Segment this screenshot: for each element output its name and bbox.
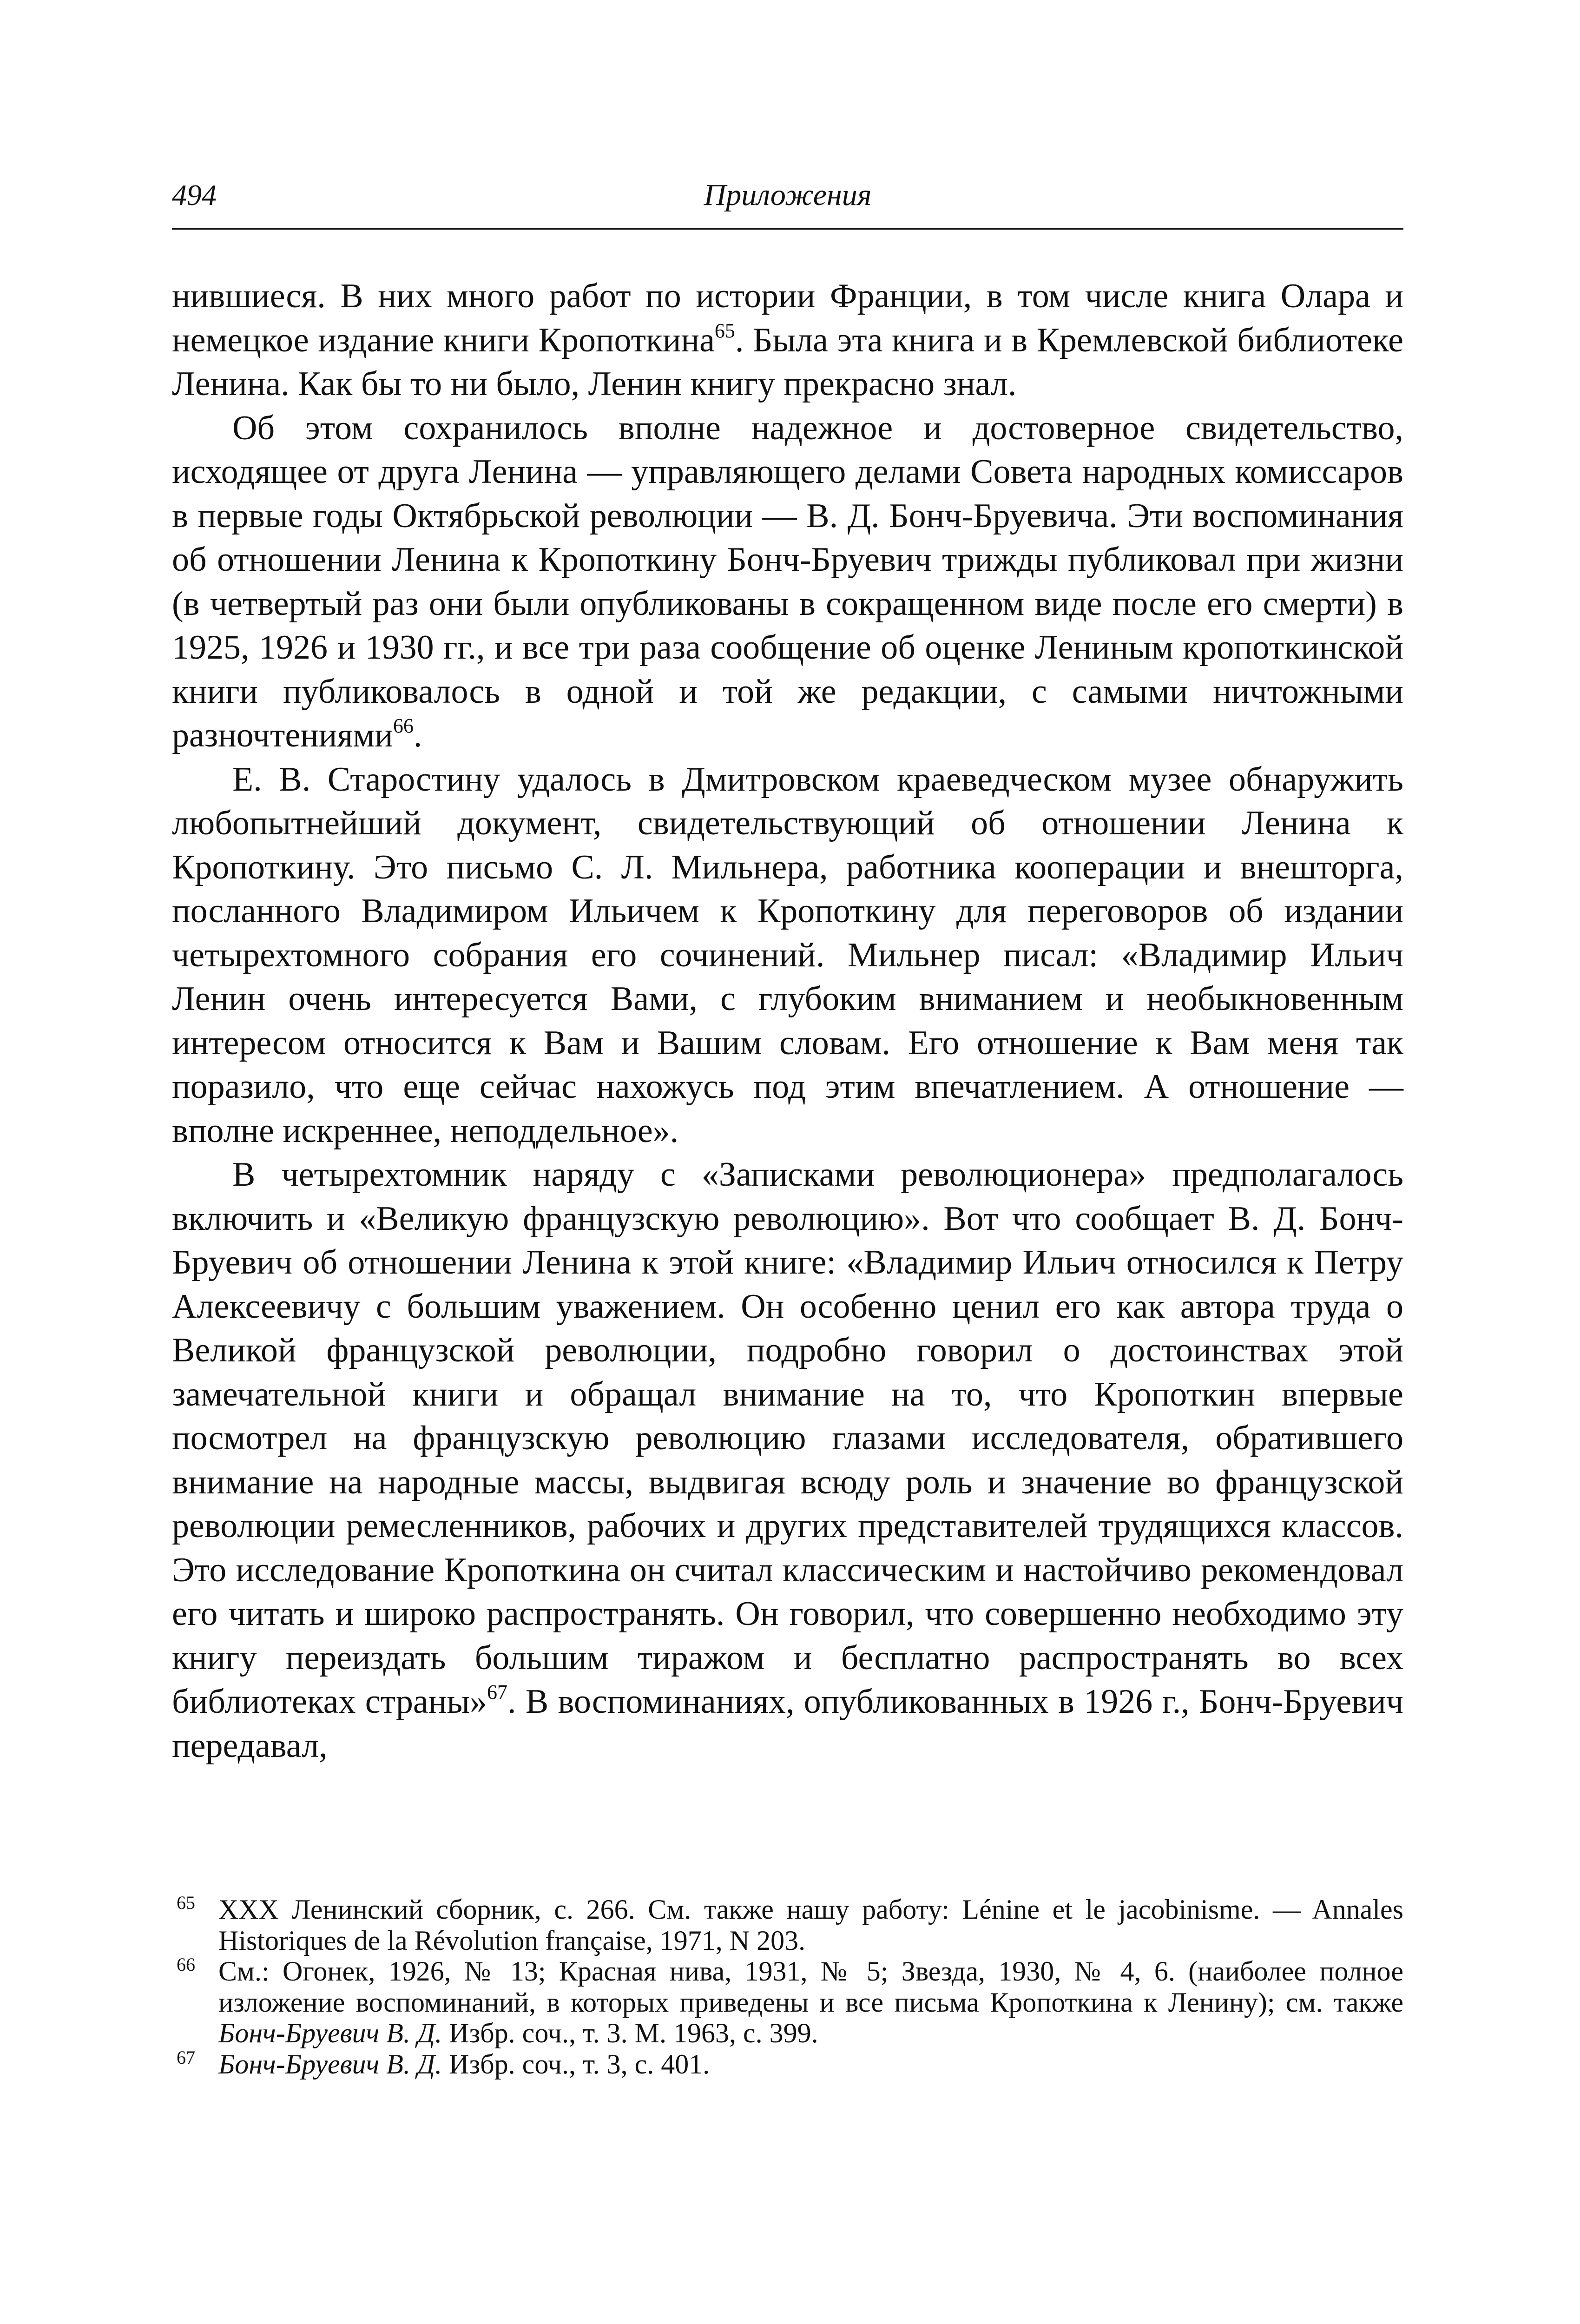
paragraph-2-text: Об этом сохранилось вполне надежное и достоверное свидетельство, исходящее от друга Ленина — управляющего делами Совета народных комиссаров в первые годы Октябрьской революции — В. Д. Бонч-Бруевича. Эти воспоминания об отношении Ленина к Кропоткину Бонч-Бруевич трижды публиковал при жизни (в четвертый раз они были опубликованы в сокращенном виде после его смерти) в 1925, 1926 и 1930 гг., и все три раза сообщение об оценке Лениным кропоткинской книги публиковалось в одной и той же редакции, с самыми ничтожными разночтениями bbox=[172, 409, 1403, 754]
footnote-67-author: Бонч-Бруевич В. Д. bbox=[218, 2048, 442, 2080]
paragraph-1-text-end: . Была эта книга и в Кремлевской библиотеке Ленина. Как бы то ни было, Ленин книгу прекрасно знал. bbox=[172, 321, 1403, 403]
section-title: Приложения bbox=[704, 178, 872, 212]
paragraph-2-text-end: . bbox=[413, 716, 422, 754]
footnote-65-text: XXX Ленинский сборник, с. 266. См. также нашу работу: Lénine et le jacobinisme. — Annales Historiques de la Révolution française, 1971, N 203. bbox=[218, 1894, 1403, 1956]
paragraph-4-text: В четырехтомник наряду с «Записками революционера» предполагалось включить и «Великую французскую революцию». Вот что сообщает В. Д. Бонч-Бруевич об отношении Ленина к этой книге: «Владимир Ильич относился к Петру Алексеевичу с большим уважением. Он особенно ценил его как автора труда о Великой французской революции, подробно говорил о достоинствах этой замечательной книги и обращал внимание на то, что Кропоткин впервые посмотрел на французскую революцию глазами исследователя, обратившего внимание на народные массы, выдвигая всюду роль и значение во французской революции ремесленников, рабочих и других представителей трудящихся классов. Это исследование Кропоткина он считал классическим и настойчиво рекомендовал его читать и широко распространять. Он говорил, что совершенно необходимо эту книгу переиздать большим тиражом и бесплатно распространять во всех библиотеках страны» bbox=[172, 1155, 1403, 1721]
footnote-67 bbox=[172, 2049, 1403, 2080]
footnote-ref-65: 65 bbox=[714, 319, 735, 342]
paragraph-3 bbox=[172, 758, 1403, 1153]
paragraph-1 bbox=[172, 274, 1403, 406]
footnote-65 bbox=[172, 1894, 1403, 1956]
footnote-66-number: 66 bbox=[177, 1954, 195, 1975]
running-header bbox=[172, 172, 1403, 223]
paragraph-3-text: Е. В. Старостину удалось в Дмитровском краеведческом музее обнаружить любопытнейший документ, свидетельствующий об отношении Ленина к Кропоткину. Это письмо С. Л. Мильнера, работника кооперации и внешторга, посланного Владимиром Ильичем к Кропоткину для переговоров об издании четырехтомного собрания его сочинений. Мильнер писал: «Владимир Ильич Ленин очень интересуется Вами, с глубоким вниманием и необыкновенным интересом относится к Вам и Вашим словам. Его отношение к Вам меня так поразило, что еще сейчас нахожусь под этим впечатлением. А отношение — вполне искреннее, неподдельное». bbox=[172, 760, 1403, 1150]
footnote-67-number: 67 bbox=[177, 2047, 195, 2068]
paragraph-1-text: нившиеся. В них много работ по истории Франции, в том числе книга Олара и немецкое издание книги Кропоткина bbox=[172, 277, 1403, 359]
footnote-ref-66: 66 bbox=[393, 714, 414, 737]
page-number: 494 bbox=[172, 178, 217, 211]
body-text bbox=[172, 274, 1403, 1768]
footnote-66-author: Бонч-Бруевич В. Д. bbox=[218, 2018, 442, 2048]
paragraph-2 bbox=[172, 406, 1403, 758]
paragraph-4-text-end: . В воспоминаниях, опубликованных в 1926 г., Бонч-Бруевич передавал, bbox=[172, 1683, 1403, 1765]
paragraph-4 bbox=[172, 1153, 1403, 1768]
header-rule bbox=[172, 228, 1403, 230]
footnote-66-text: См.: Огонек, 1926, № 13; Красная нива, 1931, № 5; Звезда, 1930, № 4, 6. (наиболее полное изложение воспоминаний, в которых приведены и все письма Кропоткина к Ленину); см. также bbox=[218, 1956, 1403, 2018]
footnote-ref-67: 67 bbox=[487, 1681, 508, 1703]
footnote-66-text-end: Избр. соч., т. 3. М. 1963, с. 399. bbox=[442, 2018, 818, 2048]
footnote-66 bbox=[172, 1956, 1403, 2049]
footnote-67-text: Избр. соч., т. 3, с. 401. bbox=[442, 2048, 710, 2080]
footnote-65-number: 65 bbox=[177, 1892, 195, 1913]
footnotes bbox=[172, 1894, 1403, 2080]
